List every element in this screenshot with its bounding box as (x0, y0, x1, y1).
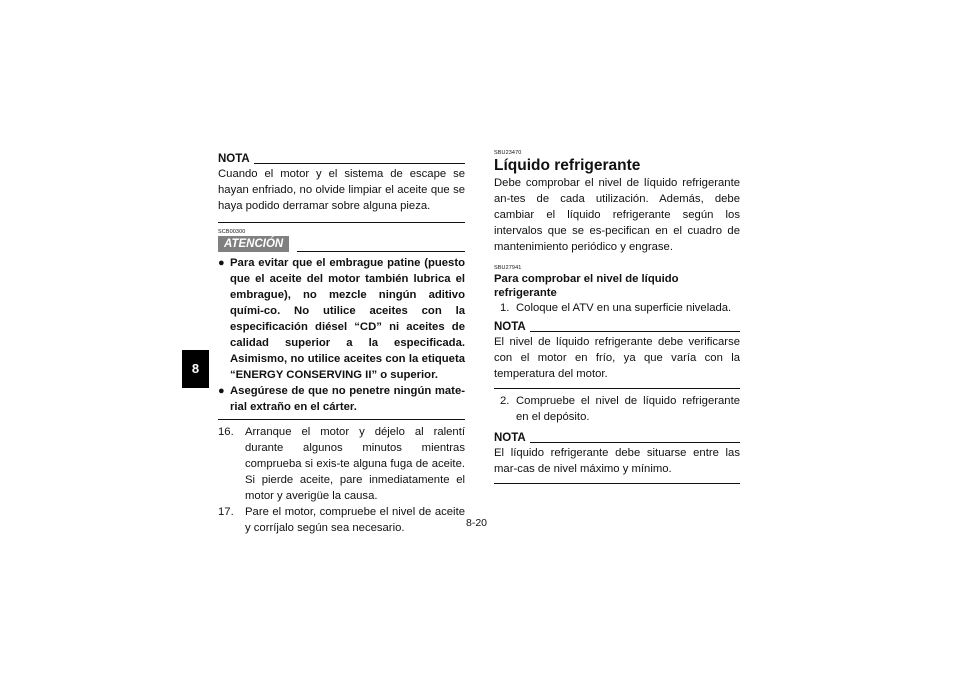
step-text: Pare el motor, compruebe el nivel de aceite y corríjalo según sea necesario. (245, 506, 465, 534)
note-rule (530, 331, 740, 332)
note-text: Cuando el motor y el sistema de escape se hayan enfriado, no olvide limpiar el aceite que se haya podido derramar sobre alguna pieza. (218, 168, 465, 212)
page-number: 8-20 (466, 517, 488, 529)
step-text: Coloque el ATV en una superficie nivelada. (516, 302, 732, 314)
note-label: NOTA (218, 153, 250, 165)
step-item (218, 424, 465, 504)
caution-header (218, 236, 465, 252)
note-header (218, 153, 465, 166)
step-item (494, 393, 740, 425)
note-end-rule (218, 222, 465, 223)
caution-list (218, 255, 465, 415)
caution-code: SCB00300 (218, 229, 246, 235)
caution-rule (297, 251, 465, 252)
note-text: El líquido refrigerante debe situarse entre las mar-cas de nivel máximo y mínimo. (494, 447, 740, 475)
note-end-rule (494, 483, 740, 484)
left-column (218, 153, 465, 536)
note-label: NOTA (494, 432, 526, 444)
caution-bullet (218, 383, 465, 415)
note-header (494, 321, 740, 334)
note-label: NOTA (494, 321, 526, 333)
caution-bullet-text: Para evitar que el embrague patine (puesto que el aceite del motor también lubrica el embrague), no mezcle ningún aditivo quími-co. No utilice aceites con la especificación diésel “CD” ni aceites de calidad superior a la especificada. Asimismo, no utilice aceites con la etiqueta “ENERGY CONSERVING II” o superior. (230, 257, 465, 381)
right-column (494, 150, 740, 484)
chapter-tab: 8 (182, 350, 209, 388)
step-text: Compruebe el nivel de líquido refrigerante en el depósito. (516, 395, 740, 423)
caution-end-rule (218, 419, 465, 420)
note-header (494, 432, 740, 445)
step-number: 2. (500, 395, 510, 407)
step-text: Arranque el motor y déjelo al ralentí durante algunos minutos mientras comprueba si exis-te alguna fuga de aceite. Si pierde aceite, pare inmediatamente el motor y averigüe la causa. (245, 426, 465, 502)
steps-list (218, 424, 465, 536)
note-rule (530, 442, 740, 443)
step-item (494, 300, 740, 316)
section-code: SBU23470 (494, 150, 522, 156)
step-number: 1. (500, 302, 510, 314)
bullet-dot-icon: ● (218, 385, 225, 397)
note-end-rule (494, 388, 740, 389)
step-number: 17. (218, 506, 234, 518)
bullet-dot-icon: ● (218, 257, 225, 269)
subsection-code: SBU27941 (494, 265, 522, 271)
step-number: 16. (218, 426, 234, 438)
caution-bullet (218, 255, 465, 383)
caution-badge: ATENCIÓN (218, 236, 289, 252)
caution-bullet-text: Asegúrese de que no penetre ningún mate-rial extraño en el cárter. (230, 385, 465, 413)
note-text: El nivel de líquido refrigerante debe verificarse con el motor en frío, ya que varía con la temperatura del motor. (494, 336, 740, 380)
note-rule (254, 163, 465, 164)
section-title: Líquido refrigerante (494, 157, 641, 174)
subsection-title: Para comprobar el nivel de líquido refrigerante (494, 273, 679, 299)
section-intro: Debe comprobar el nivel de líquido refrigerante an-tes de cada utilización. Además, debe cambiar el líquido refrigerante según los intervalos que se es-pecifican en el cuadro de mantenimiento periódico y engrase. (494, 177, 740, 253)
step-item (218, 504, 465, 536)
